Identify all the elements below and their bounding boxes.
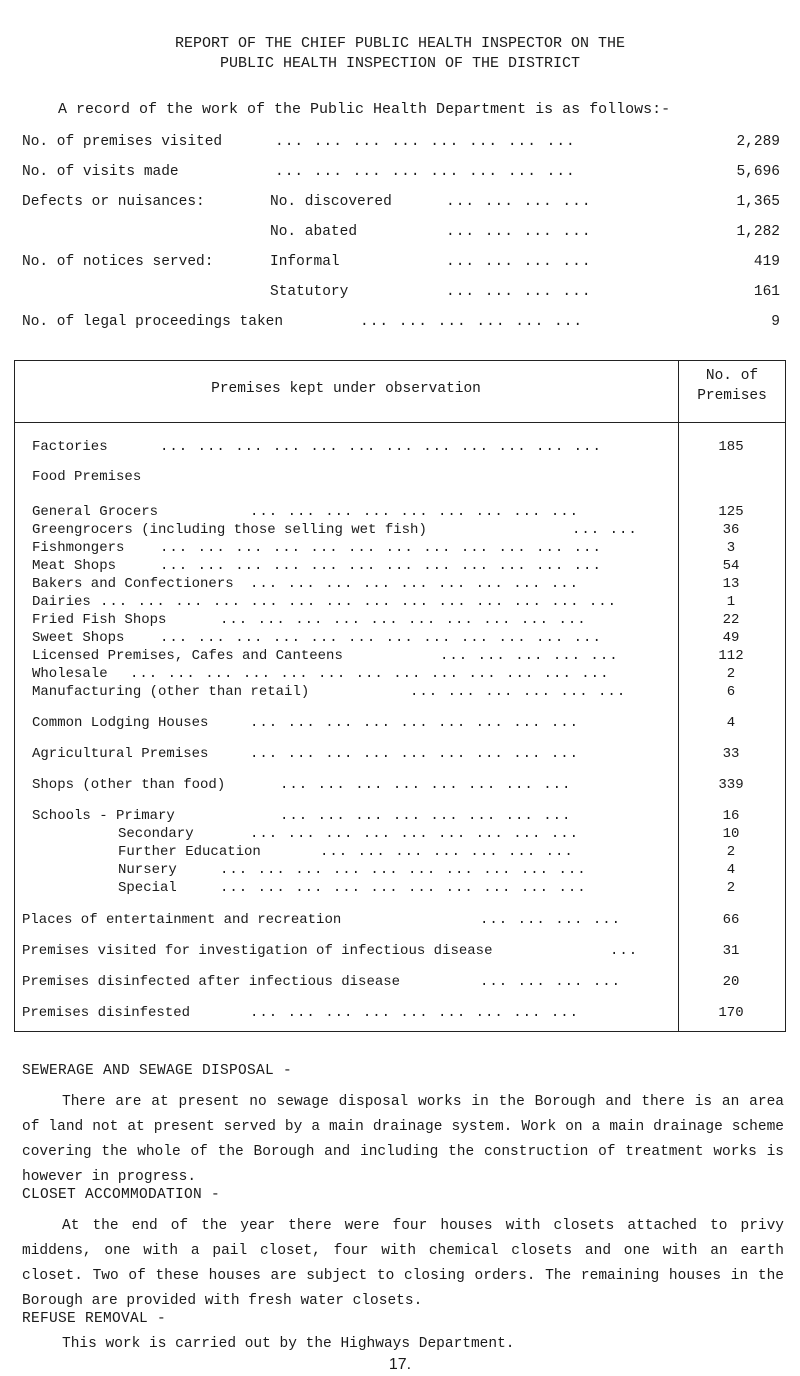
- table-row: [118, 862, 177, 878]
- table-row: [32, 522, 427, 538]
- row-value: 339: [718, 777, 744, 793]
- leader-dots: ... ... ... ... ... ... ... ... ...: [250, 715, 580, 731]
- row-value: 3: [726, 540, 736, 556]
- leader-dots: ... ... ... ... ... ... ... ...: [280, 808, 572, 824]
- row-label: Premises disinfested: [22, 1005, 191, 1021]
- section-heading-sewerage: SEWERAGE AND SEWAGE DISPOSAL -: [22, 1063, 293, 1079]
- leader-dots: ... ... ... ... ... ... ...: [320, 844, 574, 860]
- leader-dots: ... ... ... ... ...: [440, 648, 619, 664]
- column-divider: [678, 360, 679, 1032]
- leader-dots: ... ... ... ... ... ... ... ... ... ... ... ...: [160, 558, 602, 574]
- section-text-sewerage: There are at present no sewage disposal works in the Borough and there is an area of land not at present served by a main drainage system. Work on a main drainage scheme covering the whole of the Borough and including the construction of treatment works is however in progress.: [22, 1094, 784, 1185]
- summary-sub-label: No. discovered: [270, 194, 392, 210]
- table-row: [22, 974, 400, 990]
- table-row: [32, 558, 116, 574]
- leader-dots: ... ... ... ... ... ... ... ... ... ...: [220, 880, 587, 896]
- leader-dots: ... ... ... ...: [446, 194, 592, 210]
- page-number: 17.: [388, 1356, 412, 1373]
- summary-label: No. of legal proceedings taken: [22, 314, 284, 330]
- table-row: [118, 826, 194, 842]
- report-title-line1: REPORT OF THE CHIEF PUBLIC HEALTH INSPECTOR ON THE: [174, 35, 626, 52]
- leader-dots: ... ... ... ... ... ... ... ... ... ...: [220, 862, 587, 878]
- table-row: [32, 715, 208, 731]
- row-label: Places of entertainment and recreation: [22, 912, 342, 928]
- table-row: [32, 540, 124, 556]
- leader-dots: ... ... ... ...: [446, 254, 592, 270]
- row-label: Bakers and Confectioners: [32, 576, 234, 592]
- row-label: Special: [118, 880, 177, 896]
- summary-value: 419: [753, 254, 780, 270]
- row-label: Greengrocers (including those selling wet fish): [32, 522, 427, 538]
- leader-dots: ... ... ... ...: [480, 912, 622, 928]
- row-label: Nursery: [118, 862, 177, 878]
- row-value: 2: [726, 880, 736, 896]
- row-value: 54: [722, 558, 740, 574]
- row-value: 13: [722, 576, 740, 592]
- row-label: Wholesale: [32, 666, 108, 682]
- row-label: Secondary: [118, 826, 194, 842]
- row-label: Further Education: [118, 844, 261, 860]
- leader-dots: ... ... ... ... ... ... ... ... ...: [250, 1005, 580, 1021]
- row-label: Shops (other than food): [32, 777, 226, 793]
- row-label: Meat Shops: [32, 558, 117, 574]
- leader-dots: ... ... ... ... ... ... ... ...: [275, 164, 576, 180]
- leader-dots: ... ... ... ...: [480, 974, 622, 990]
- summary-value: 1,282: [736, 224, 780, 240]
- table-row: [22, 912, 341, 928]
- row-label: Agricultural Premises: [32, 746, 209, 762]
- leader-dots: ...: [610, 943, 639, 959]
- summary-sub-label: Informal: [270, 254, 340, 270]
- row-label: General Grocers: [32, 504, 159, 520]
- leader-dots: ... ... ... ... ... ... ... ... ...: [250, 504, 580, 520]
- summary-sub-label: Statutory: [270, 284, 349, 300]
- row-value: 170: [718, 1005, 744, 1021]
- row-label: Premises visited for investigation of infectious disease: [22, 943, 493, 959]
- table-row: [32, 746, 208, 762]
- row-value: 31: [722, 943, 740, 959]
- row-value: 36: [722, 522, 740, 538]
- table-row: [32, 684, 309, 700]
- leader-dots: ... ... ... ...: [446, 284, 592, 300]
- row-value: 185: [718, 439, 744, 455]
- leader-dots: ... ... ... ... ... ... ... ... ... ...: [220, 612, 587, 628]
- leader-dots: ... ... ... ... ... ... ... ... ...: [250, 826, 580, 842]
- summary-value: 9: [771, 314, 780, 330]
- leader-dots: ... ... ... ... ... ... ... ...: [280, 777, 572, 793]
- summary-value: 161: [753, 284, 780, 300]
- table-row: [32, 648, 343, 664]
- table-row: [32, 777, 225, 793]
- leader-dots: ... ... ... ... ... ... ... ... ... ... ... ... ... ...: [100, 594, 618, 610]
- table-header-left: Premises kept under observation: [211, 381, 481, 397]
- row-value: 112: [718, 648, 744, 664]
- row-value: 10: [722, 826, 740, 842]
- summary-label: No. of premises visited: [22, 134, 223, 150]
- row-value: 33: [722, 746, 740, 762]
- table-row: [118, 844, 261, 860]
- report-title-line2: PUBLIC HEALTH INSPECTION OF THE DISTRICT: [219, 55, 581, 72]
- row-value: 6: [726, 684, 736, 700]
- table-row: [32, 666, 108, 682]
- table-row: [32, 576, 234, 592]
- row-value: 1: [726, 594, 736, 610]
- summary-label: No. of notices served:: [22, 254, 214, 270]
- table-header-right-1: No. of: [705, 368, 759, 384]
- summary-value: 1,365: [736, 194, 780, 210]
- summary-value: 5,696: [736, 164, 780, 180]
- table-row: [32, 439, 108, 455]
- section-heading-closet: CLOSET ACCOMMODATION -: [22, 1187, 221, 1203]
- leader-dots: ... ... ... ... ... ... ... ... ...: [250, 746, 580, 762]
- table-row: [32, 469, 141, 485]
- row-label: Licensed Premises, Cafes and Canteens: [32, 648, 343, 664]
- header-rule: [14, 422, 786, 423]
- row-label: Sweet Shops: [32, 630, 125, 646]
- row-label: Common Lodging Houses: [32, 715, 209, 731]
- table-row: [32, 612, 166, 628]
- section-text-closet: At the end of the year there were four houses with closets attached to privy middens, one with a pail closet, four with chemical closets and one with an earth closet. Two of these houses are subject to closing orders. The remaining houses in the Borough are provided with fresh water closets.: [22, 1218, 784, 1309]
- leader-dots: ... ...: [572, 522, 638, 538]
- row-label: Fishmongers: [32, 540, 125, 556]
- table-row: [32, 504, 158, 520]
- row-label: Dairies: [32, 594, 91, 610]
- table-row: [118, 880, 177, 896]
- leader-dots: ... ... ... ... ... ... ... ... ...: [250, 576, 580, 592]
- row-value: 16: [722, 808, 740, 824]
- row-value: 49: [722, 630, 740, 646]
- report-intro: A record of the work of the Public Health Department is as follows:-: [58, 101, 671, 118]
- table-header-right-2: Premises: [697, 388, 767, 404]
- section-text-refuse: This work is carried out by the Highways Department.: [62, 1336, 515, 1352]
- row-label: Food Premises: [32, 469, 142, 485]
- row-label: Manufacturing (other than retail): [32, 684, 310, 700]
- row-value: 2: [726, 844, 736, 860]
- leader-dots: ... ... ... ... ... ... ... ... ... ... ... ... ...: [130, 666, 610, 682]
- table-row: [32, 630, 124, 646]
- row-value: 20: [722, 974, 740, 990]
- row-label: Factories: [32, 439, 108, 455]
- table-row: [22, 1005, 190, 1021]
- leader-dots: ... ... ... ... ... ... ... ... ... ... ... ...: [160, 630, 602, 646]
- row-value: 66: [722, 912, 740, 928]
- leader-dots: ... ... ... ... ... ... ... ...: [275, 134, 576, 150]
- table-row: [32, 808, 175, 824]
- leader-dots: ... ... ... ... ... ... ... ... ... ... ... ...: [160, 439, 602, 455]
- table-row: [32, 594, 91, 610]
- leader-dots: ... ... ... ... ... ...: [410, 684, 627, 700]
- row-value: 2: [726, 666, 736, 682]
- row-label: Fried Fish Shops: [32, 612, 167, 628]
- row-value: 4: [726, 715, 736, 731]
- summary-value: 2,289: [736, 134, 780, 150]
- leader-dots: ... ... ... ...: [446, 224, 592, 240]
- row-label: Premises disinfected after infectious disease: [22, 974, 401, 990]
- row-label: Schools - Primary: [32, 808, 175, 824]
- summary-sub-label: No. abated: [270, 224, 358, 240]
- row-value: 4: [726, 862, 736, 878]
- leader-dots: ... ... ... ... ... ...: [360, 314, 584, 330]
- row-value: 22: [722, 612, 740, 628]
- table-row: [22, 943, 492, 959]
- section-heading-refuse: REFUSE REMOVAL -: [22, 1311, 167, 1327]
- summary-label: Defects or nuisances:: [22, 194, 205, 210]
- leader-dots: ... ... ... ... ... ... ... ... ... ... ... ...: [160, 540, 602, 556]
- summary-label: No. of visits made: [22, 164, 179, 180]
- row-value: 125: [718, 504, 744, 520]
